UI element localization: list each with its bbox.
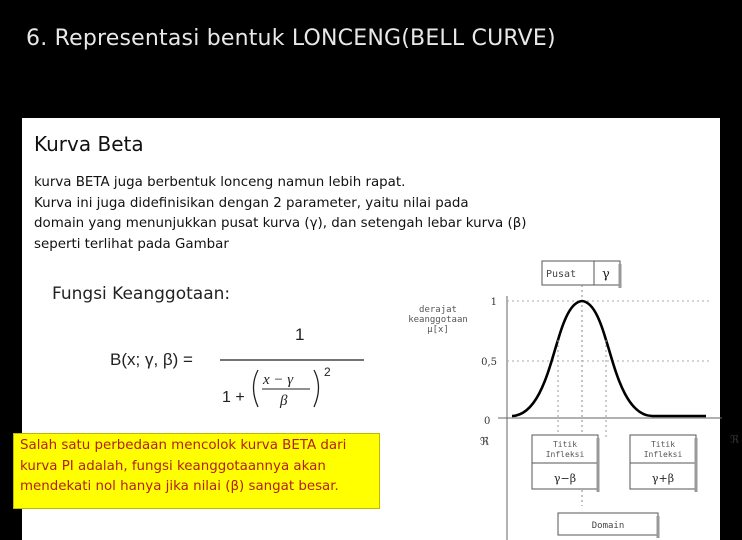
slide-title: 6. Representasi bentuk LONCENG(BELL CURVE) (26, 26, 556, 51)
description-paragraph (34, 173, 594, 255)
right-box-label: Infleksi (643, 450, 683, 459)
inner-denominator: β (280, 393, 288, 409)
left-box-label: Titik (552, 440, 578, 449)
inner-numerator: x − γ (263, 372, 294, 388)
pusat-label: Pusat (546, 269, 577, 280)
formula-one-plus: 1 + (222, 389, 245, 406)
y-tick-half: 0,5 (481, 357, 497, 368)
y-tick-1: 1 (490, 297, 497, 308)
formula-label: Fungsi Keanggotaan: (52, 284, 231, 304)
ylabel-line: μ[x] (427, 325, 449, 335)
domain-symbol-right: ℜ (730, 433, 739, 446)
left-box-value: γ−β (553, 472, 577, 485)
pusat-symbol: γ (602, 267, 610, 282)
y-tick-0: 0 (484, 416, 491, 427)
left-paren (254, 370, 259, 407)
formula-lhs: B(x; γ, β) = (110, 350, 193, 369)
note-line: kurva PI adalah, fungsi keanggotaannya akan (20, 458, 326, 474)
paragraph-line: Kurva ini juga didefinisikan dengan 2 parameter, yaitu nilai pada (34, 195, 469, 211)
formula-exponent: 2 (324, 365, 331, 379)
highlight-note (13, 433, 380, 509)
note-line: Salah satu perbedaan mencolok kurva BETA dari (20, 438, 347, 453)
domain-symbol-left: ℜ (480, 435, 489, 448)
right-paren (314, 370, 319, 407)
section-heading: Kurva Beta (34, 132, 144, 156)
note-line: mendekati nol hanya jika nilai (β) sangat besar. (20, 479, 339, 494)
paragraph-line: domain yang menunjukkan pusat kurva (γ), dan setengah lebar kurva (β) (34, 216, 527, 231)
right-box-label: Titik (650, 440, 676, 449)
content-panel (20, 118, 739, 540)
left-box-label: Infleksi (545, 450, 585, 459)
ylabel-line: keanggotaan (408, 315, 468, 325)
paragraph-line: seperti terlihat pada Gambar (34, 236, 229, 252)
beta-formula (102, 310, 372, 410)
right-box-value: γ+β (651, 472, 675, 485)
domain-label: Domain (591, 521, 625, 531)
ylabel-line: derajat (419, 305, 457, 315)
formula-numerator: 1 (295, 325, 305, 344)
beta-curve-graph (372, 258, 742, 540)
paragraph-line: kurva BETA juga berbentuk lonceng namun lebih rapat. (34, 175, 406, 190)
bell-curve (512, 301, 706, 416)
